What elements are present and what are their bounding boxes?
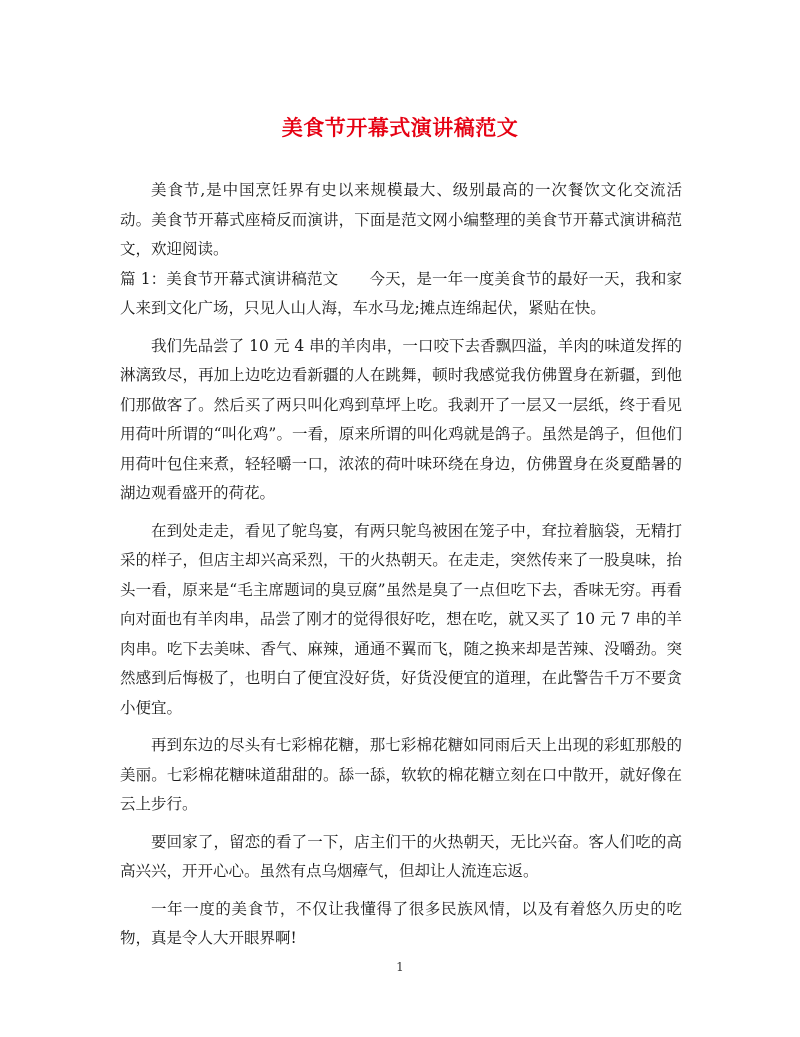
paragraph-going-home: 要回家了，留恋的看了一下，店主们干的火热朝天，无比兴奋。客人们吃的高高兴兴，开开心心。虽然有点乌烟瘴气，但却让人流连忘返。 <box>120 832 682 880</box>
paragraph-conclusion: 一年一度的美食节，不仅让我懂得了很多民族风情，以及有着悠久历史的吃物，真是令人大开眼界啊! <box>120 899 682 947</box>
document-body <box>120 176 682 962</box>
paragraph-intro: 美食节,是中国烹饪界有史以来规模最大、级别最高的一次餐饮文化交流活动。美食节开幕式座椅反而演讲，下面是范文网小编整理的美食节开幕式演讲稿范文，欢迎阅读。 <box>120 181 682 258</box>
page-number: 1 <box>396 960 404 974</box>
paragraph-ostrich-tofu: 在到处走走，看见了鸵鸟宴，有两只鸵鸟被困在笼子中，耷拉着脑袋，无精打采的样子，但店主却兴高采烈，干的火热朝天。在走走，突然传来了一股臭味，抬头一看，原来是“毛主席题词的臭豆腐”虽然是臭了一点但吃下去，香味无穷。再看向对面也有羊肉串，品尝了刚才的觉得很好吃，想在吃，就又买了 10 元 7 串的羊肉串。吃下去美味、香气、麻辣，通通不翼而飞，随之换来却是苦辣、没嚼劲。突然感到后悔极了，也明白了便宜没好货，好货没便宜的道理，在此警告千万不要贪小便宜。 <box>120 521 682 717</box>
document-title: 美食节开幕式演讲稿范文 <box>281 115 519 140</box>
paragraph-cotton-candy: 再到东边的尽头有七彩棉花糖，那七彩棉花糖如同雨后天上出现的彩虹那般的美丽。七彩棉花糖味道甜甜的。舔一舔，软软的棉花糖立刻在口中散开，就好像在云上步行。 <box>120 736 682 813</box>
paragraph-lamb-skewers: 我们先品尝了 10 元 4 串的羊肉串，一口咬下去香飘四溢，羊肉的味道发挥的淋漓致尽，再加上边吃边看新疆的人在跳舞，顿时我感觉我仿佛置身在新疆，到他们那做客了。然后买了两只叫化鸡到草坪上吃。我剥开了一层又一层纸，终于看见用荷叶所谓的“叫化鸡”。一看，原来所谓的叫化鸡就是鸽子。虽然是鸽子，但他们用荷叶包住来煮，轻轻嚼一口，浓浓的荷叶味环绕在身边，仿佛置身在炎夏酷暑的湖边观看盛开的荷花。 <box>120 336 682 502</box>
paragraph-section-one-opening: 篇 1：美食节开幕式演讲稿范文 今天，是一年一度美食节的最好一天，我和家人来到文化广场，只见人山人海，车水马龙;摊点连绵起伏，紧贴在快。 <box>120 269 682 317</box>
